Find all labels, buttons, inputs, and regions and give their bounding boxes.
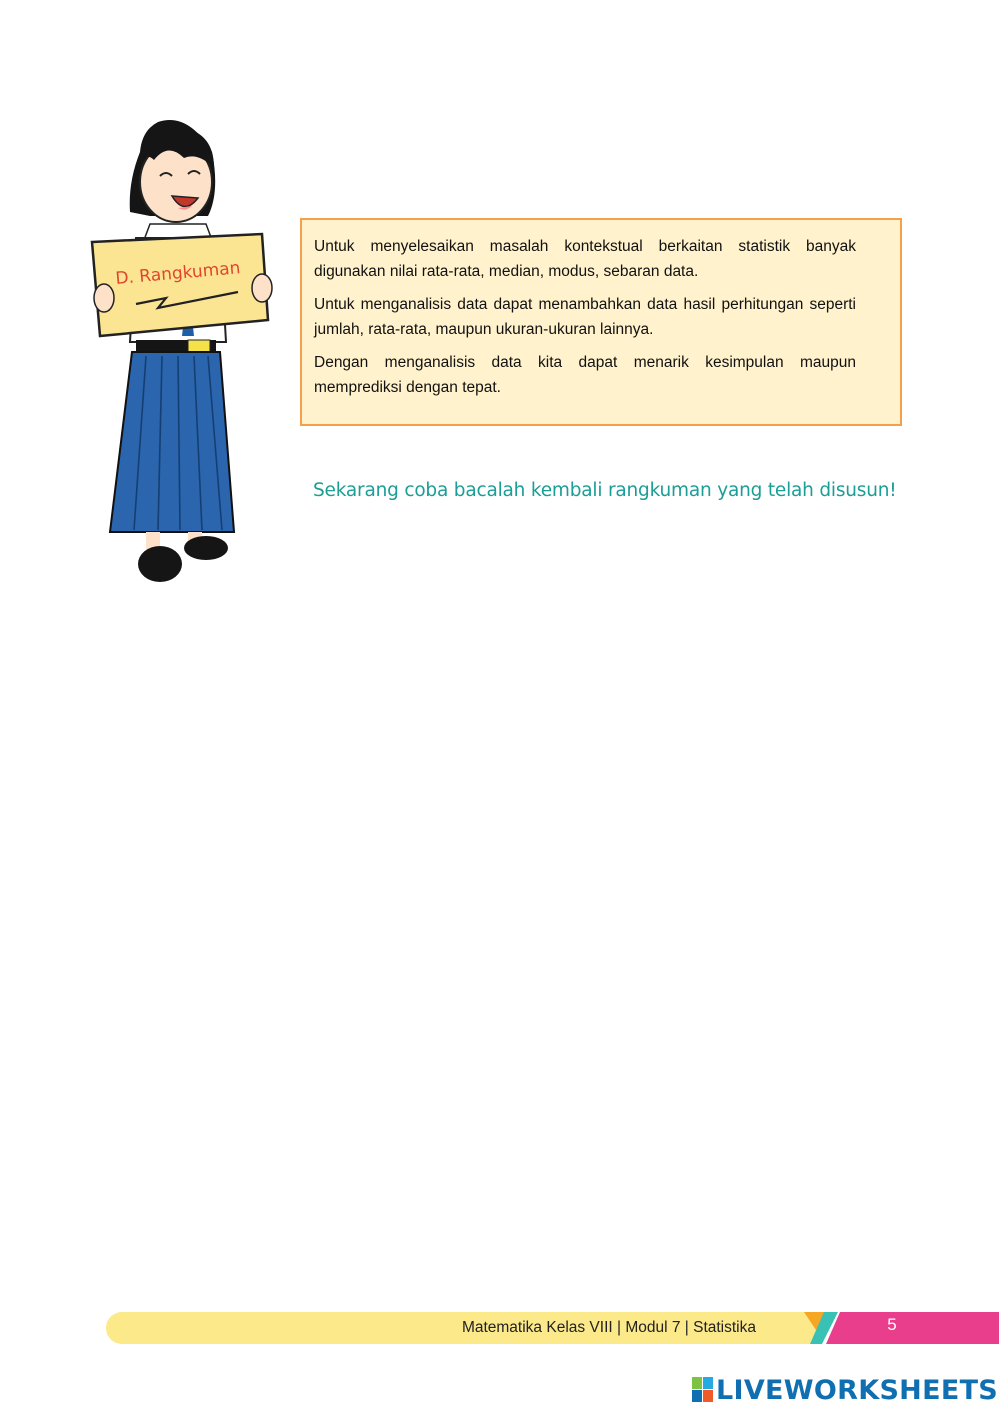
summary-paragraph-1: Untuk menyelesaikan masalah kontekstual berkaitan statistik banyak digunakan nilai rata-rata, median, modus, sebaran data. <box>314 238 856 280</box>
liveworksheets-logo-icon <box>692 1377 714 1403</box>
page-number: 5 <box>887 1315 897 1334</box>
brand-name: LIVEWORKSHEETS <box>716 1374 999 1406</box>
footer-bar <box>106 1312 818 1344</box>
student-illustration <box>88 112 288 592</box>
footer-text: Matematika Kelas VIII | Modul 7 | Statistika <box>461 1319 756 1336</box>
summary-paragraph-2: Untuk menganalisis data dapat menambahkan data hasil perhitungan seperti jumlah, rata-rata, maupun ukuran-ukuran lainnya. <box>314 296 856 338</box>
instruction-text: Sekarang coba bacalah kembali rangkuman yang telah disusun! <box>313 480 897 501</box>
summary-box <box>300 218 902 426</box>
liveworksheets-brand[interactable] <box>692 1372 998 1408</box>
summary-paragraph-3: Dengan menganalisis data kita dapat menarik kesimpulan maupun memprediksi dengan tepat. <box>314 354 856 396</box>
sign-text: D. Rangkuman <box>114 258 242 289</box>
